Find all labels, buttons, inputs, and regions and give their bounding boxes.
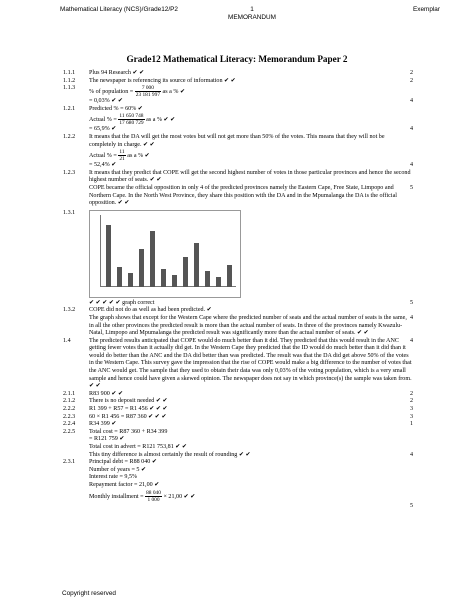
answer-text: COPE did not do as well as had been predicted. ✔	[89, 307, 212, 314]
question-number: 2.2.5	[63, 428, 76, 435]
mark-allocation: 4	[409, 98, 413, 105]
question-number: 2.1.2	[63, 398, 76, 405]
mark-allocation: 2	[409, 77, 413, 84]
graph-bar	[227, 265, 232, 287]
graph-bar	[106, 225, 111, 287]
graph-bar	[128, 273, 133, 287]
fraction-denominator: 21	[119, 156, 125, 163]
graph-bar	[139, 249, 144, 287]
mark-allocation: 5	[409, 184, 413, 191]
question-number: 2.2.4	[63, 421, 76, 428]
graph-bar	[205, 271, 210, 287]
graph-bar	[183, 257, 188, 287]
page-header	[60, 6, 440, 28]
page-title: Grade12 Mathematical Literacy: Memorandum Paper 2	[126, 54, 348, 64]
fraction-denominator: 23 181 997	[135, 92, 161, 99]
question-number: 2.2.2	[63, 406, 76, 413]
answer-text: R1 399 + R57 = R1 456 ✔ ✔ ✔	[89, 406, 168, 413]
memo-row	[63, 106, 413, 114]
fraction-numerator: 7 000	[135, 85, 161, 92]
memo-content	[63, 70, 413, 510]
memo-row	[63, 85, 413, 98]
graph-bar	[172, 275, 177, 287]
memo-row	[63, 149, 413, 162]
memo-row	[63, 162, 413, 170]
memo-row	[63, 78, 413, 86]
question-number: 1.1.3	[63, 85, 76, 92]
memo-row	[63, 429, 413, 437]
answer-text: Total cost = R87 360 + R34 399	[89, 428, 168, 435]
mark-allocation: 4	[409, 126, 413, 133]
answer-text: The predicted results anticipated that COPE would do much better than it did. They predicted that this would result in the ANC getting fewer votes than it actually did get. In the Western Cape they predicted that the ID would do much better than it did than it would do better than the ANC and the DA did better than was predicted. The result was that the DA did get above 50% of the votes in the Western Cape. This survey gave the impression that the rise of COPE would make a big difference to the number of votes that the ANC would get. The sample that they used to obtain their data was only 0,03% of the voting population, which is a very small sample and hence could have given a skewed opinion. The newspaper does not say in which province(s) the sample was taken from. ✔ ✔	[89, 337, 412, 390]
question-number: 2.1.1	[63, 390, 76, 397]
answer-text	[89, 113, 413, 126]
memo-row	[63, 444, 413, 452]
memo-row	[63, 436, 413, 444]
memo-row	[63, 210, 413, 298]
answer-text: R34 399 ✔	[89, 421, 117, 428]
memo-row	[63, 482, 413, 490]
answer-text: It means that they predict that COPE will get the second highest number of votes in those particular provinces and hence the second highest number of seats. ✔ ✔	[89, 169, 411, 184]
formula-suffix: as a % ✔ ✔	[144, 117, 176, 124]
fraction-denominator: 17 680 729	[119, 120, 144, 127]
answer-text: COPE became the official opposition in only 4 of the predicted provinces namely the Eastern Cape, Free State, Limpopo and Northern Cape. In the North West Province, they share this position with the DA and in the Mpumalanga the DA is the official opposition. ✔ ✔	[89, 184, 397, 207]
formula-suffix: × 21,00 ✔ ✔	[161, 493, 196, 500]
answer-text: Predicted % = 60% ✔	[89, 105, 143, 112]
memo-row	[63, 338, 413, 391]
fraction	[118, 113, 144, 126]
fraction	[135, 85, 161, 98]
formula-label: Actual % =	[89, 153, 119, 160]
memo-row	[63, 503, 413, 511]
answer-text: Repayment factor = 21,00 ✔	[89, 481, 160, 488]
graph-figure	[89, 210, 241, 298]
answer-text: ✔ ✔ ✔ ✔ ✔ graph correct	[89, 299, 155, 306]
question-number: 1.4	[63, 337, 71, 344]
question-number: 1.2.1	[63, 105, 76, 112]
footer: Copyright reserved	[62, 590, 116, 597]
answer-text	[89, 149, 413, 162]
y-axis	[100, 215, 101, 287]
formula-label: Monthly installment =	[89, 493, 146, 500]
answer-text: Principal debt = R88 040 ✔	[89, 459, 157, 466]
memo-row	[63, 126, 413, 134]
memo-row	[63, 474, 413, 482]
memo-row	[63, 134, 413, 149]
formula-suffix: as a % ✔	[125, 153, 150, 160]
question-number: 1.1.2	[63, 77, 76, 84]
memo-row	[63, 70, 413, 78]
formula-label: Actual % =	[89, 117, 119, 124]
mark-allocation: 4	[409, 162, 413, 169]
memo-row	[63, 98, 413, 106]
answer-text: The newspaper is referencing its source of information ✔ ✔	[89, 77, 236, 84]
mark-allocation: 4	[409, 314, 413, 321]
fraction	[118, 149, 125, 162]
question-number: 1.3.1	[63, 209, 76, 216]
memo-row	[63, 185, 413, 208]
mark-allocation: 5	[409, 299, 413, 306]
mark-allocation: 2	[409, 398, 413, 405]
memo-row	[63, 113, 413, 126]
question-number: 2.2.3	[63, 413, 76, 420]
question-number: 1.3.2	[63, 307, 76, 314]
mark-allocation: 2	[409, 390, 413, 397]
memo-row	[63, 315, 413, 338]
memo-row	[63, 490, 413, 503]
memo-row	[63, 300, 413, 308]
answer-text: Plus 94 Research ✔ ✔	[89, 70, 145, 76]
question-number: 2.3.1	[63, 459, 76, 466]
fraction-denominator: 1 000	[147, 496, 160, 503]
header-page-number: 1	[250, 6, 254, 13]
answer-text: The graph shows that except for the Western Cape where the predicted number of seats and the actual number of seats is the same, in all the other provinces the predicted result is more than the actual number of seats. In three of the provinces namely Kwazulu-Natal, Limpopo and Mpumalanga the predicted result was significantly more than the actual number of seats. ✔ ✔	[89, 314, 407, 337]
mark-allocation: 1	[409, 421, 413, 428]
memo-row	[63, 414, 413, 422]
formula-suffix: as a % ✔	[161, 89, 186, 96]
answer-text	[89, 85, 413, 98]
mark-allocation: 4	[409, 337, 413, 344]
answer-text: R83 900 ✔ ✔	[89, 390, 124, 397]
graph-bar	[194, 243, 199, 287]
memo-row	[63, 398, 413, 406]
memo-row	[63, 421, 413, 429]
answer-text: 60 × R1 456 = R87 360 ✔ ✔ ✔	[89, 413, 167, 420]
mark-allocation: 3	[409, 406, 413, 413]
formula-label: % of population =	[89, 89, 135, 96]
header-left: Mathematical Literacy (NCS)/Grade12/P2	[60, 6, 178, 13]
header-right: Exemplar	[413, 6, 440, 13]
question-number: 1.2.3	[63, 169, 76, 176]
answer-text: This tiny difference is almost certainly the result of rounding ✔ ✔	[89, 451, 251, 458]
answer-text: Number of years = 5 ✔	[89, 466, 147, 473]
mark-allocation: 3	[409, 413, 413, 420]
answer-text: = 65,9% ✔	[89, 126, 117, 133]
memo-row	[63, 170, 413, 185]
memo-row	[63, 467, 413, 475]
answer-text: = 0,03% ✔ ✔	[89, 98, 123, 105]
graph-bar	[117, 267, 122, 287]
memo-row	[63, 459, 413, 467]
memo-row	[63, 406, 413, 414]
memo-row	[63, 307, 413, 315]
fraction	[145, 490, 162, 503]
fraction-numerator: 11 650 748	[119, 113, 144, 120]
mark-allocation: 5	[409, 502, 413, 509]
memo-row	[63, 452, 413, 460]
mark-allocation: 4	[409, 451, 413, 458]
header-subtitle: MEMORANDUM	[228, 14, 276, 21]
answer-text: = R121 759 ✔	[89, 436, 125, 443]
question-number: 1.1.1	[63, 70, 76, 76]
graph-bar	[216, 277, 221, 287]
graph-bar	[161, 269, 166, 287]
answer-text: It means that the DA will get the most votes but will not get more than 50% of the votes. This means that they will not be completely in charge. ✔ ✔	[89, 133, 385, 148]
graph-bar	[150, 231, 155, 287]
mark-allocation: 2	[409, 70, 413, 76]
fraction-numerator: 88 040	[146, 489, 161, 496]
answer-text: Total cost in advert = R121 753,81 ✔ ✔	[89, 444, 188, 450]
memo-row	[63, 391, 413, 399]
answer-text: = 52,4% ✔	[89, 162, 117, 169]
answer-text: Interest rate = 9,5%	[89, 474, 138, 481]
answer-text	[89, 490, 413, 503]
fraction-numerator: 11	[119, 149, 125, 156]
question-number: 1.2.2	[63, 133, 76, 140]
answer-text: There is no deposit needed ✔ ✔	[89, 398, 168, 405]
